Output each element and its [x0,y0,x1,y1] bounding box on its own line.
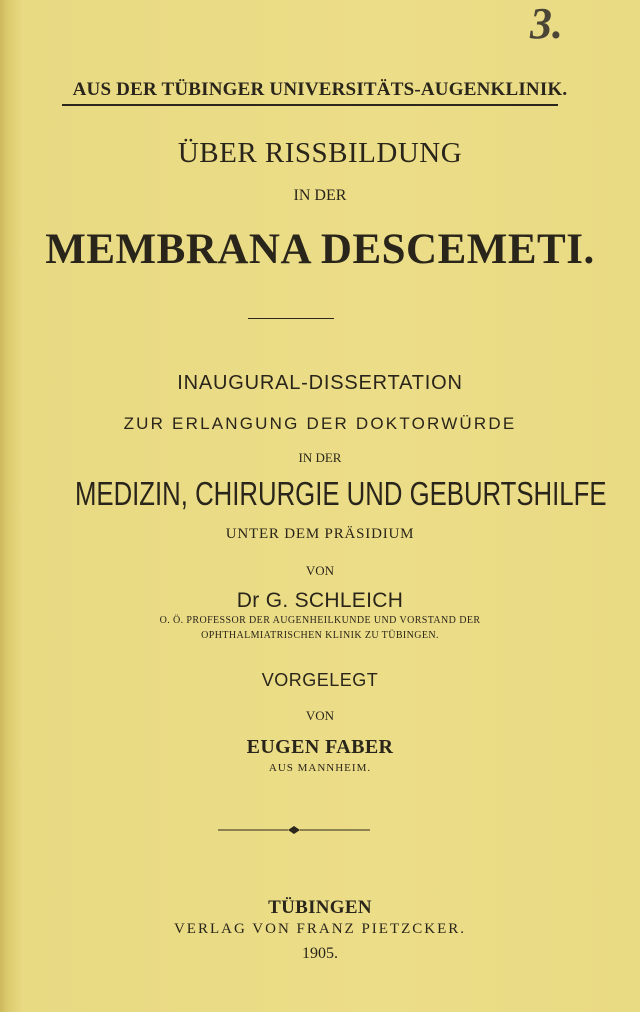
title-line-1: ÜBER RISSBILDUNG [177,137,463,169]
title-line-3: MEMBRANA DESCEMETI. [45,226,595,273]
faculty-text: MEDIZIN, CHIRURGIE UND GEBURTSHILFE [74,475,607,512]
author-name: EUGEN FABER [246,736,394,758]
dissertation-in-der: IN DER [298,450,342,465]
dissertation-faculty [0,477,640,510]
author-origin: AUS MANNHEIM. [268,762,372,774]
dissertation-presidium: UNTER DEM PRÄSIDIUM [225,526,415,542]
title-separator [248,318,334,319]
dissertation-type: INAUGURAL-DISSERTATION [177,372,463,394]
president-name: Dr G. SCHLEICH [236,589,404,612]
submitted-von: VON [305,708,335,723]
imprint-year: 1905. [302,945,338,962]
imprint-city: TÜBINGEN [268,897,372,918]
dissertation-von: VON [305,563,335,578]
president-title-line-2: OPHTHALMIATRISCHEN KLINIK ZU TÜBINGEN. [201,630,439,641]
header-rule [62,104,558,106]
dissertation-purpose: ZUR ERLANGUNG DER DOKTORWÜRDE [123,414,517,433]
ornament-divider [218,824,370,836]
submitted-label: VORGELEGT [261,670,379,690]
title-line-2: IN DER [293,187,347,204]
imprint-publisher: VERLAG VON FRANZ PIETZCKER. [173,921,467,937]
header-institution: AUS DER TÜBINGER UNIVERSITÄTS-AUGENKLINIK. [72,79,568,100]
president-title-line-1: O. Ö. PROFESSOR DER AUGENHEILKUNDE UND VORSTAND DER [159,615,481,626]
handwritten-shelfmark: 3. [530,0,563,48]
